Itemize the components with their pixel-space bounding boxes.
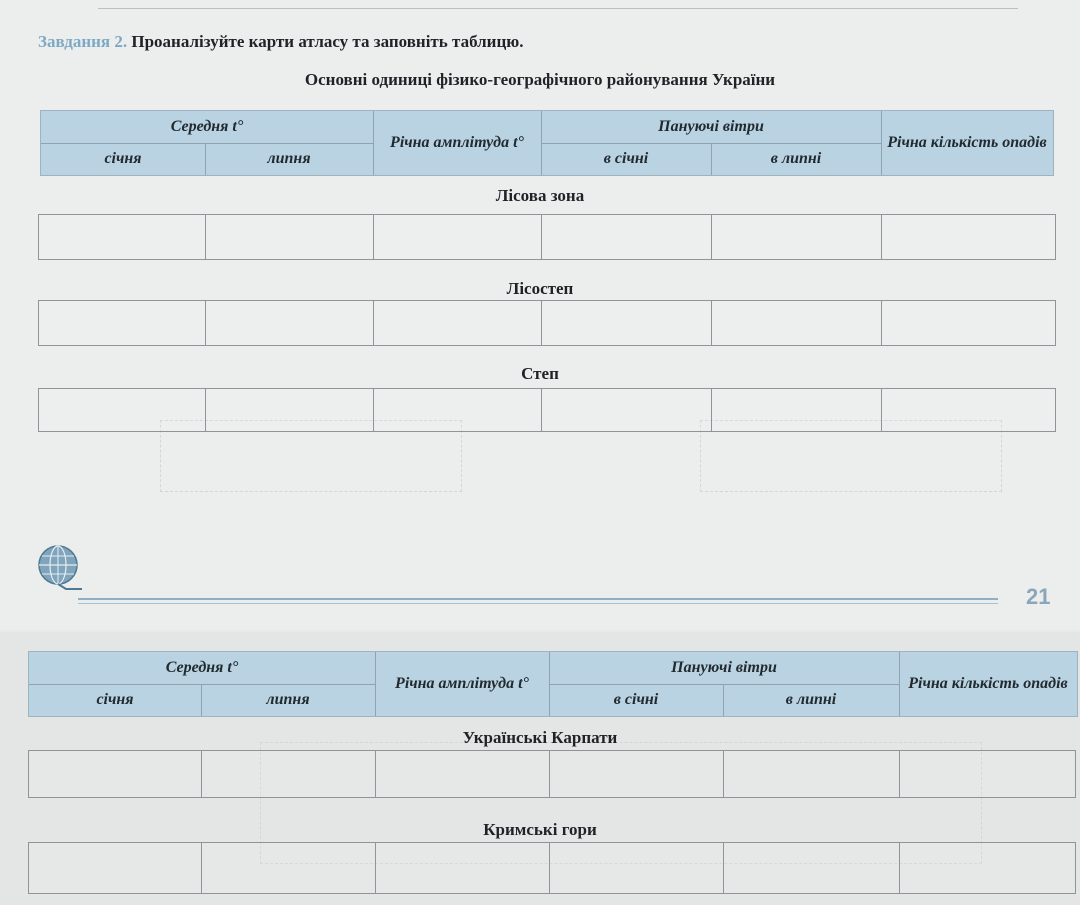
header-divider xyxy=(41,143,373,144)
table-cell xyxy=(541,301,712,345)
top-rule xyxy=(98,8,1018,9)
header-divider xyxy=(541,111,542,175)
table-cell xyxy=(723,843,900,893)
header-divider xyxy=(373,111,374,175)
table-cell xyxy=(375,751,550,797)
task-number: Завдання 2. xyxy=(38,32,128,51)
header-july: липня xyxy=(266,691,310,708)
table-cell xyxy=(201,843,376,893)
zone-label-forest-steppe: Лісостеп xyxy=(506,279,574,298)
footer-rule xyxy=(78,598,998,600)
table-row xyxy=(38,214,1056,260)
table-cell xyxy=(711,301,882,345)
header-annual-amplitude: Річна амплітуда t° xyxy=(390,134,524,151)
table-cell xyxy=(29,843,202,893)
header-prevailing-winds: Пануючі вітри xyxy=(671,659,777,676)
header-divider xyxy=(899,652,900,716)
page-number: 21 xyxy=(1026,584,1051,609)
header-divider xyxy=(201,684,202,716)
header-annual-precipitation: Річна кількість опадів xyxy=(908,675,1068,692)
footer-rule xyxy=(78,603,998,604)
table-row xyxy=(28,842,1076,894)
zone-label-steppe: Степ xyxy=(521,364,559,383)
zone-label-carpathians: Українські Карпати xyxy=(462,728,618,747)
table-header xyxy=(28,651,1078,717)
header-january: січня xyxy=(104,150,142,167)
table-header xyxy=(40,110,1054,176)
table-cell xyxy=(205,215,374,259)
header-january: січня xyxy=(96,691,134,708)
header-avg-temp: Середня t° xyxy=(170,118,244,135)
table-cell xyxy=(39,301,206,345)
zone-label-forest: Лісова зона xyxy=(495,186,585,205)
header-winds-july: в липні xyxy=(785,691,837,708)
table-cell xyxy=(373,301,542,345)
table-cell xyxy=(39,215,206,259)
table-cell xyxy=(201,751,376,797)
table-row xyxy=(38,388,1056,432)
header-divider xyxy=(549,684,899,685)
table-cell xyxy=(39,389,206,431)
header-july: липня xyxy=(267,150,311,167)
header-divider xyxy=(723,684,724,716)
table-row xyxy=(28,750,1076,798)
table-cell xyxy=(549,843,724,893)
header-annual-amplitude: Річна амплітуда t° xyxy=(395,675,529,692)
table-cell xyxy=(29,751,202,797)
header-divider xyxy=(205,143,206,175)
table-cell xyxy=(205,301,374,345)
task-text: Проаналізуйте карти атласу та заповніть таблицю. xyxy=(131,32,524,51)
table-cell xyxy=(375,843,550,893)
table-cell xyxy=(373,389,542,431)
table-cell xyxy=(541,215,712,259)
header-divider xyxy=(711,143,712,175)
header-winds-july: в липні xyxy=(770,150,822,167)
header-divider xyxy=(29,684,375,685)
header-annual-precipitation: Річна кількість опадів xyxy=(887,134,1047,151)
table-cell xyxy=(205,389,374,431)
header-winds-january: в січні xyxy=(613,691,659,708)
table-cell xyxy=(549,751,724,797)
task-heading xyxy=(38,32,524,52)
header-winds-january: в січні xyxy=(603,150,649,167)
table-cell xyxy=(541,389,712,431)
table-cell xyxy=(373,215,542,259)
globe-icon xyxy=(36,543,84,591)
header-avg-temp: Середня t° xyxy=(165,659,239,676)
table-title: Основні одиниці фізико-географічного районування України xyxy=(304,70,776,89)
table-row xyxy=(38,300,1056,346)
table-cell xyxy=(711,389,882,431)
table-cell xyxy=(711,215,882,259)
header-divider xyxy=(881,111,882,175)
header-prevailing-winds: Пануючі вітри xyxy=(658,118,764,135)
header-divider xyxy=(375,652,376,716)
header-divider xyxy=(549,652,550,716)
zone-label-crimean-mountains: Кримські гори xyxy=(483,820,597,839)
table-cell xyxy=(723,751,900,797)
